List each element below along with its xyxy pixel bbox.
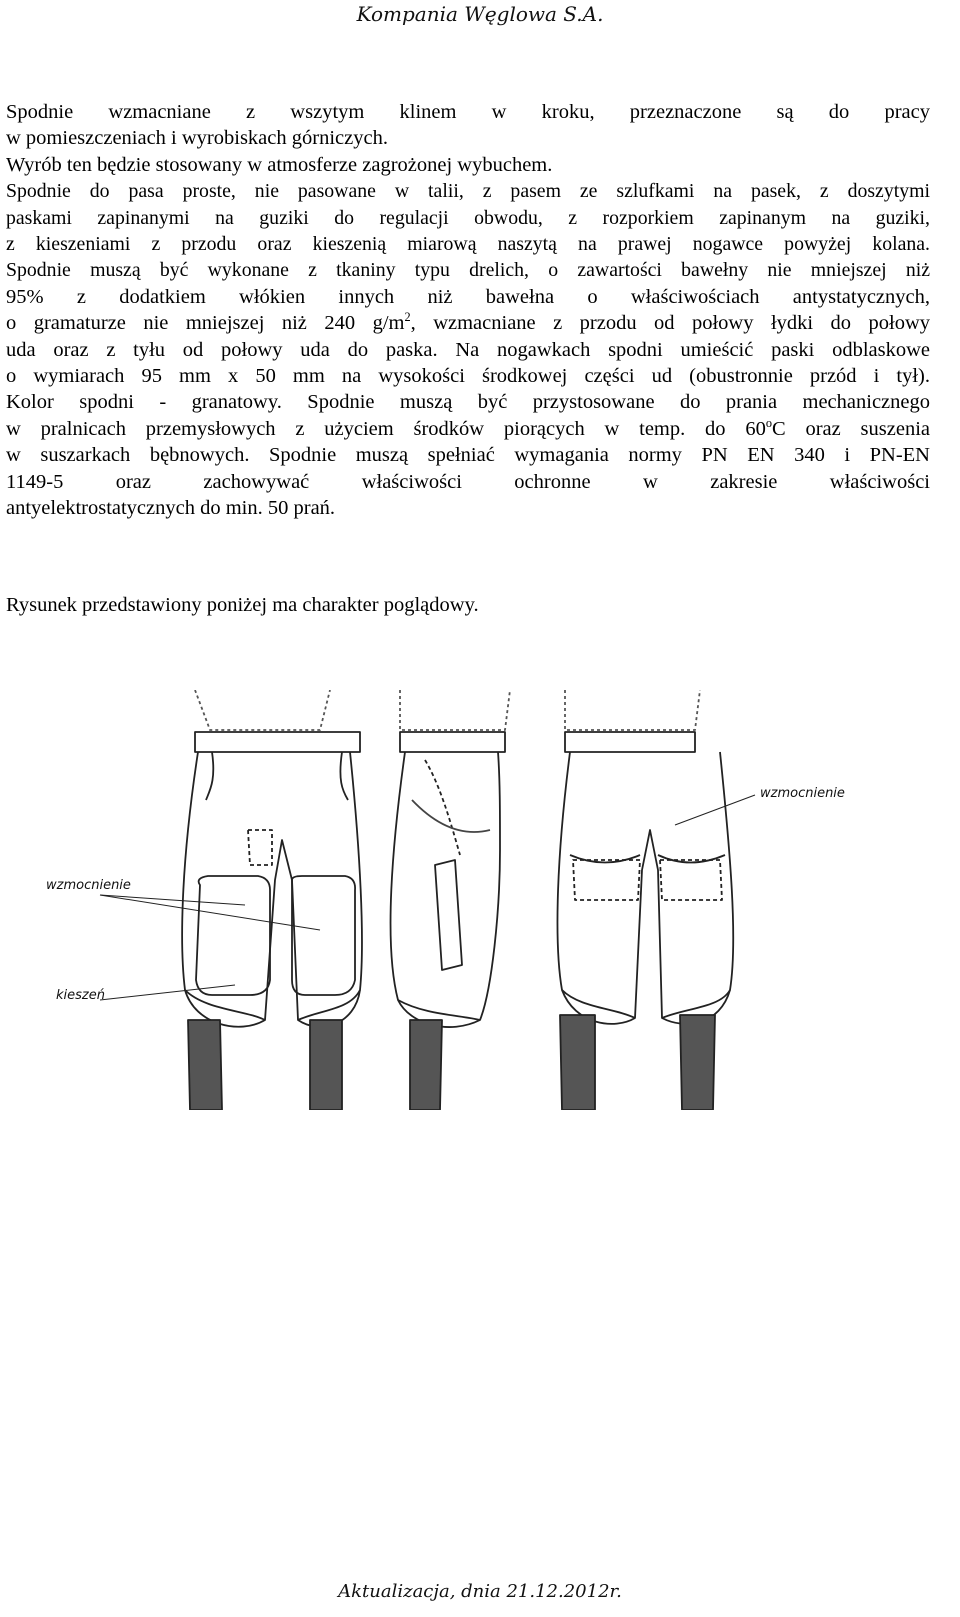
superscript: 2: [404, 310, 411, 325]
label-reinforcement-front: wzmocnienie: [46, 878, 131, 893]
body-text: [6, 99, 930, 522]
text-segment: w pralnicach przemysłowych z użyciem środków piorących w temp. do 60: [6, 417, 766, 440]
figure-note: Rysunek przedstawiony poniżej ma charakter poglądowy.: [6, 594, 479, 616]
text-line: uda oraz z tyłu od połowy uda do paska. Na nogawkach spodni umieścić paski odblaskowe: [6, 338, 930, 361]
text-line: [6, 416, 930, 442]
text-segment: o gramaturze nie mniejszej niż 240 g/m: [6, 312, 405, 335]
text-line: z kieszeniami z przodu oraz kieszenią miarową naszytą na prawej nogawce powyżej kolana.: [6, 233, 930, 256]
text-segment: , wzmacniane z przodu od połowy łydki do połowy: [410, 312, 930, 335]
text-line: Kolor spodni - granatowy. Spodnie muszą być przystosowane do prania mechanicznego: [6, 391, 930, 414]
text-line: Spodnie do pasa proste, nie pasowane w talii, z pasem ze szlufkami na pasek, z doszytymi: [6, 180, 930, 203]
text-line: Spodnie wzmacniane z wszytym klinem w kroku, przeznaczone są do pracy: [6, 101, 930, 123]
text-line: 95% z dodatkiem włókien innych niż bawełna o właściwościach antystatycznych,: [6, 285, 930, 308]
page-footer: Aktualizacja, dnia 21.12.2012r.: [338, 1581, 622, 1602]
text-line: w suszarkach bębnowych. Spodnie muszą spełniać wymagania normy PN EN 340 i PN-EN: [6, 444, 930, 467]
text-line: o wymiarach 95 mm x 50 mm na wysokości środkowej części ud (obustronnie przód i tył).: [6, 365, 930, 388]
text-line: antyelektrostatycznych do min. 50 prań.: [6, 497, 336, 520]
label-reinforcement-back: wzmocnienie: [760, 786, 845, 801]
superscript: o: [765, 416, 772, 431]
text-segment: C oraz suszenia: [772, 417, 930, 440]
text-line: Wyrób ten będzie stosowany w atmosferze zagrożonej wybuchem.: [6, 153, 553, 176]
text-line: w pomieszczeniach i wyrobiskach górniczych.: [6, 127, 388, 150]
text-line: paskami zapinanymi na guziki do regulacji obwodu, z rozporkiem zapinanym na guziki,: [6, 206, 930, 229]
text-line: 1149-5 oraz zachowywać właściwości ochronne w zakresie właściwości: [6, 470, 930, 493]
text-line: [6, 310, 930, 336]
page-header: Kompania Węglowa S.A.: [356, 2, 604, 26]
trousers-illustration: [30, 690, 890, 1110]
label-pocket: kieszeń: [56, 988, 105, 1003]
trousers-drawing: [30, 690, 890, 1110]
text-line: Spodnie muszą być wykonane z tkaniny typu drelich, o zawartości bawełny nie mniejszej niż: [6, 259, 930, 282]
